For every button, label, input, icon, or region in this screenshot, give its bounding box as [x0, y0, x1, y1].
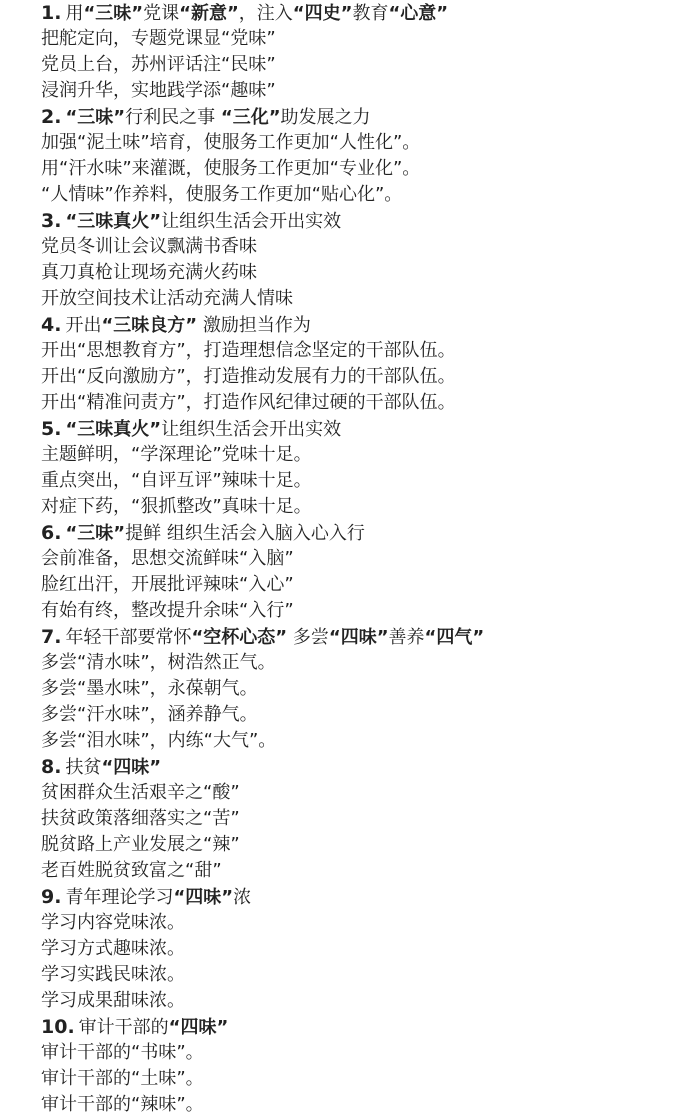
section-item: 学习方式趣味浓。 — [41, 938, 185, 959]
section-title-segment: “三味良方” — [101, 315, 198, 336]
section-title-segment: “心意” — [388, 3, 449, 24]
section-title-segment: 扶贫 — [65, 757, 102, 778]
section-title-segment: 党课 — [143, 3, 180, 24]
section-title-segment: “三化” — [220, 107, 281, 128]
section-title-segment: 开出 — [65, 315, 102, 336]
section-item: 浸润升华，实地践学添“趣味” — [41, 80, 276, 101]
section-number: 4. — [41, 314, 62, 336]
section-item: 党员冬训让会议飘满书香味 — [41, 236, 257, 257]
section-title-segment: 助发展之力 — [280, 107, 371, 128]
section-title-segment: 行利民之事 — [125, 107, 221, 128]
section-title-segment: “新意” — [179, 3, 239, 24]
section-item: 脱贫路上产业发展之“辣” — [41, 834, 240, 855]
section-title-segment: “三味” — [65, 107, 126, 128]
section-item: 多尝“泪水味”，内练“大气”。 — [41, 730, 277, 751]
section-title-segment: 激励担当作为 — [197, 315, 311, 336]
section-item: 会前准备，思想交流鲜味“入脑” — [41, 548, 294, 569]
section-item: 重点突出，“自评互评”辣味十足。 — [41, 470, 312, 491]
section-title-segment: ，注入 — [238, 3, 293, 24]
section-title-segment: 多尝 — [287, 627, 329, 648]
section-title-segment: 浓 — [233, 887, 252, 908]
section-heading — [41, 416, 685, 442]
section-item: 审计干部的“书味”。 — [41, 1042, 204, 1063]
section-title-segment: “空杯心态” — [191, 627, 288, 648]
section-title-segment: 让组织生活会开出实效 — [161, 419, 342, 440]
section-item: 党员上台，苏州评话注“民味” — [41, 54, 276, 75]
section-title-segment: “四史” — [292, 3, 353, 24]
section-number: 3. — [41, 210, 62, 232]
section-heading — [41, 884, 685, 910]
section-number: 6. — [41, 522, 62, 544]
section-item: 学习实践民味浓。 — [41, 964, 185, 985]
section-item: 开出“精准问责方”，打造作风纪律过硬的干部队伍。 — [41, 392, 456, 413]
section-item: 多尝“墨水味”，永葆朝气。 — [41, 678, 258, 699]
section-title-segment: 善养 — [388, 627, 425, 648]
section-item: 脸红出汗，开展批评辣味“入心” — [41, 574, 294, 595]
section-title-segment: 青年理论学习 — [65, 887, 174, 908]
section-item: 审计干部的“辣味”。 — [41, 1094, 204, 1115]
section-title-segment: “四味” — [173, 887, 234, 908]
section-number: 1. — [41, 2, 62, 24]
section-heading — [41, 0, 685, 26]
section-item: 加强“泥土味”培育，使服务工作更加“人性化”。 — [41, 132, 421, 153]
section-item: 对症下药，“狠抓整改”真味十足。 — [41, 496, 312, 517]
section-item: 开出“反向激励方”，打造推动发展有力的干部队伍。 — [41, 366, 456, 387]
section-title-segment: “四味” — [328, 627, 389, 648]
section-heading — [41, 754, 685, 780]
section-title-segment: “四味” — [101, 757, 162, 778]
section-item: 主题鲜明，“学深理论”党味十足。 — [41, 444, 312, 465]
section-title-segment: 审计干部的 — [78, 1017, 169, 1038]
section-item: 开出“思想教育方”，打造理想信念坚定的干部队伍。 — [41, 340, 456, 361]
section-title-segment: 年轻干部要常怀 — [65, 627, 192, 648]
section-heading — [41, 208, 685, 234]
section-item: 用“汗水味”来灌溉，使服务工作更加“专业化”。 — [41, 158, 421, 179]
section-number: 7. — [41, 626, 62, 648]
section-number: 5. — [41, 418, 62, 440]
section-number: 2. — [41, 106, 62, 128]
section-item: 有始有终，整改提升余味“入行” — [41, 600, 294, 621]
section-item: 多尝“清水味”，树浩然正气。 — [41, 652, 276, 673]
document-body — [41, 0, 685, 1118]
section-item: 多尝“汗水味”，涵养静气。 — [41, 704, 258, 725]
section-item: 学习内容党味浓。 — [41, 912, 185, 933]
section-item: 老百姓脱贫致富之“甜” — [41, 860, 222, 881]
section-item: 扶贫政策落细落实之“苦” — [41, 808, 240, 829]
section-title-segment: “四气” — [424, 627, 485, 648]
section-title-segment: 用 — [65, 3, 84, 24]
section-item: 开放空间技术让活动充满人情味 — [41, 288, 293, 309]
section-title-segment: “三味真火” — [65, 211, 162, 232]
section-item: 真刀真枪让现场充满火药味 — [41, 262, 257, 283]
section-item: 学习成果甜味浓。 — [41, 990, 185, 1011]
section-number: 8. — [41, 756, 62, 778]
section-item: “人情味”作养料，使服务工作更加“贴心化”。 — [41, 184, 403, 205]
section-heading — [41, 520, 685, 546]
section-item: 把舵定向，专题党课显“党味” — [41, 28, 276, 49]
section-heading — [41, 104, 685, 130]
section-title-segment: 提鲜 组织生活会入脑入心入行 — [125, 523, 365, 544]
section-item: 贫困群众生活艰辛之“酸” — [41, 782, 240, 803]
section-title-segment: “三味” — [65, 523, 126, 544]
section-title-segment: “四味” — [168, 1017, 229, 1038]
section-title-segment: “三味” — [83, 3, 144, 24]
section-item: 审计干部的“土味”。 — [41, 1068, 204, 1089]
section-heading — [41, 1014, 685, 1040]
section-heading — [41, 312, 685, 338]
section-title-segment: 让组织生活会开出实效 — [161, 211, 342, 232]
section-heading — [41, 624, 685, 650]
section-title-segment: 教育 — [352, 3, 389, 24]
section-title-segment: “三味真火” — [65, 419, 162, 440]
section-number: 9. — [41, 886, 62, 908]
section-number: 10. — [41, 1016, 75, 1038]
